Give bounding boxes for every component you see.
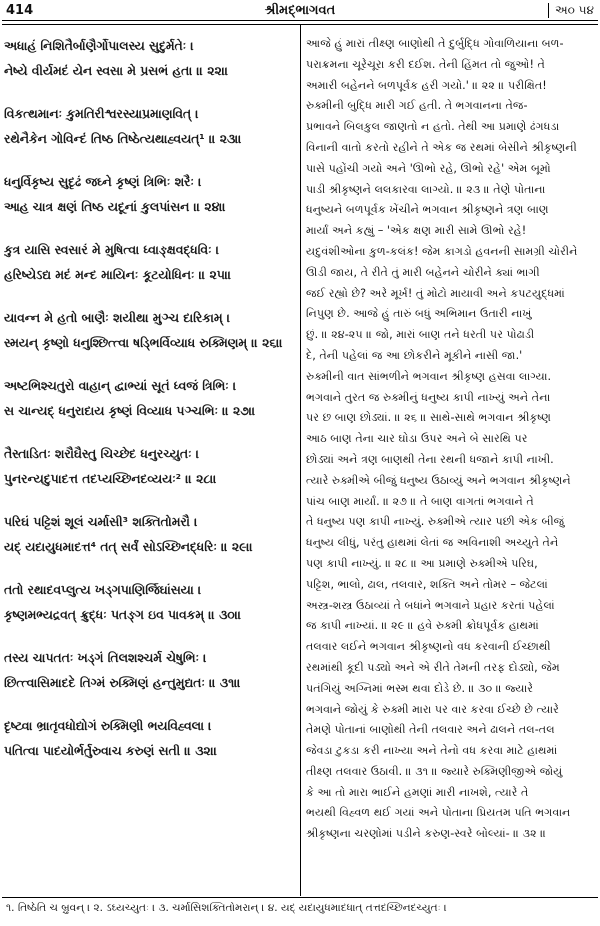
verse-line: અષ્ટભિશ્ચતુરો વાહાન્ દ્વાભ્યાં સૂતં ધ્વજં ત્રિભિઃ । [4, 379, 237, 393]
translation-line: રુક્મીની વાત સાંભળીને ભગવાન શ્રીકૃષ્ણ હસવા લાગ્યા. [306, 369, 552, 383]
book-title: શ્રીમદ્ભાગવત [264, 3, 336, 18]
translation-line: પરાક્રમના ચૂરેચૂરા કરી દઈશ. તેની હિંમત તો જુઓ! તે [306, 57, 545, 71]
verse-line: યાવન્ન મે હતો બાણૈઃ શયીથા મુઞ્ચ દારિકામ્ । [4, 311, 231, 325]
verse-line: કૃષ્ણમભ્યદ્રવત્ ક્રુદ્ધઃ પતઙ્ગ ઇવ પાવકમ્ ॥ ૩૦॥ [4, 608, 242, 622]
verse-line: તસ્ય ચાપતતઃ ખડ્ગં તિલશશ્ચર્મ ચેષુભિઃ । [4, 651, 207, 665]
translation-line: અસ્ત્ર-શસ્ત્ર ઉઠાવ્યાં તે બધાંને ભગવાને પ્રહાર કરતાં પહેલાં [306, 598, 555, 612]
verse-line: પરિઘં પટ્ટિશં શૂલં ચર્માસી³ શક્તિતોમરૌ । [4, 515, 198, 529]
page-number: 414 [6, 3, 34, 18]
translation-line: ધનુષ્ય લીધું, પરંતુ હાથમાં લેતાં જ અવિનાશી અચ્યુતે તેને [306, 536, 559, 550]
translation-line: રથમાંથી કૂદી પડ્યો અને એ રીતે તેમની તરફ દોડ્યો, જેમ [306, 660, 560, 674]
verse-22 [4, 34, 296, 84]
verse-31 [4, 646, 296, 696]
verse-line: પતિત્વા પાદયોર્ભર્તુરુવાચ કરુણં સતી ॥ ૩૨॥ [4, 744, 218, 758]
translation-line: છું. ॥ ૨૪-૨૫ ॥ જો, મારાં બાણ તને ધરતી પર પોઢાડી [306, 328, 535, 342]
translation-line: દે, તેની પહેલાં જ આ છોકરીને મૂકીને નાસી જા.' [306, 348, 523, 362]
translation-line: છોડ્યાં અને ત્રણ બાણથી તેના રથની ધજાને કાપી નાખી. [306, 452, 554, 466]
sanskrit-verse-column [4, 34, 296, 764]
chapter-label: અ૦ ૫૪ [548, 3, 594, 18]
verse-line: છિત્ત્વાસિમાદદે તિગ્મં રુક્મિણં હન્તુમુદ્યતઃ ॥ ૩૧॥ [4, 676, 241, 690]
verse-line: આહ ચાત્ર ક્ષણં તિષ્ઠ યદૂનાં કુલપાંસન ॥ ૨૪॥ [4, 200, 226, 214]
verse-32 [4, 714, 296, 764]
translation-line: ભયથી વિહ્વળ થઈ ગયાં અને પોતાના પ્રિયતમ પતિ ભગવાન [306, 806, 571, 820]
verse-27 [4, 374, 296, 424]
verse-line: સ્મયન્ કૃષ્ણો ધનુશ્છિત્ત્વા ષડ્ભિર્વિવ્યાધ રુક્મિણમ્ ॥ ૨૬॥ [4, 336, 283, 350]
footnote: ૧. તિષ્ઠેતિ ચ બ્રુવન્ । ૨. ઽઘ્યચ્યુતઃ । ૩. ચર્માસિશક્તિતોમરાન્ । ૪. યદ્ યદાયુધમાદધાત્ તત્તદચ્છિનદચ્યુતઃ । [6, 902, 447, 914]
column-divider [300, 24, 301, 896]
translation-line: આઠ બાણ તેના ચાર ઘોડા ઉપર અને બે સારથિ પર [306, 432, 528, 446]
translation-line: વિનાની વાતો કરતો રહીને તે એક જ રથમાં બેસીને શ્રીકૃષ્ણની [306, 140, 577, 154]
translation-line: તે ધનુષ્ય પણ કાપી નાખ્યું. રુક્મીએ ત્યાર પછી એક બીજું [306, 515, 565, 529]
verse-26 [4, 306, 296, 356]
verse-28 [4, 442, 296, 492]
translation-line: ધનુષ્યને બળપૂર્વક ખેંચીને ભગવાન શ્રીકૃષ્ણને ત્રણ બાણ [306, 203, 549, 217]
verse-line: નેષ્યે વીર્યમદં યેન સ્વસા મે પ્રસભં હતા ॥ ૨૨॥ [4, 64, 229, 78]
verse-line: રથેનૈકેન ગોવિન્દં તિષ્ઠ તિષ્ઠેત્યથાહ્વયત્¹ ॥ ૨૩॥ [4, 132, 242, 146]
verse-line: હરિષ્યેઽદ્ય મદં મન્દ માયિનઃ કૂટયોધિનઃ ॥ ૨૫॥ [4, 268, 232, 282]
verse-line: યદ્ યદાયુધમાદત્ત⁴ તત્ સર્વં સોઽચ્છિનદ્ધરિઃ ॥ ૨૯॥ [4, 540, 253, 554]
translation-line: ભગવાને તુરત જ રુક્મીનું ધનુષ્ય કાપી નાખ્યું અને તેના [306, 390, 551, 404]
translation-line: પણ કાપી નાખ્યું. ॥ ૨૮ ॥ આ પ્રમાણે રુક્મીએ પરિઘ, [306, 556, 538, 570]
translation-line: ઊડી જાય, તે રીતે તું મારી બહેનને ચોરીને ક્યાં ભાગી [306, 265, 540, 279]
translation-line: ભગવાને જોયું કે રુક્મી મારા પર વાર કરવા ઈચ્છે છે ત્યારે [306, 702, 559, 716]
verse-line: ધનુર્વિકૃષ્ય સુદૃઢં જઘ્ને કૃષ્ણં ત્રિભિઃ શરૈઃ । [4, 175, 202, 189]
verse-line: તતો રથાદવપ્લુત્ય ખડ્ગપાણિર્જિઘાંસયા । [4, 583, 202, 597]
translation-column [306, 34, 596, 845]
translation-line: કે આ તો મારા ભાઈને હમણાં મારી નાખશે, ત્યારે તે [306, 785, 529, 799]
translation-line: તલવાર લઈને ભગવાન શ્રીકૃષ્ણનો વધ કરવાની ઈચ્છાથી [306, 640, 551, 654]
translation-line: અમારી બહેનને બળપૂર્વક હરી ગયો.' ॥ ૨૨ ॥ પરીક્ષિત! [306, 78, 547, 92]
translation-line: જઈ રહ્યો છે? અરે મૂર્ખ! તું મોટો માયાવી અને કપટયુદ્ધમાં [306, 286, 565, 300]
translation-line: માર્યાં અને કહ્યું – 'એક ક્ષણ મારી સામે ઊભો રહે! [306, 224, 527, 238]
verse-line: તૈસ્તાડિતઃ શરૌઘૈસ્તુ ચિચ્છેદ ધનુરચ્યુતઃ । [4, 447, 200, 461]
translation-line: નિપુણ છે. આજે હું તારું બધું અભિમાન ઉતારી નાખું [306, 307, 532, 321]
verse-line: દૃષ્ટ્વા ભ્રાતૃવધોદ્યોગં રુક્મિણી ભયવિહ્વલા । [4, 719, 212, 733]
translation-line: આજે હું મારાં તીક્ષ્ણ બાણોથી તે દુર્બુદ્ધિ ગોવાળિયાના બળ- [306, 37, 564, 50]
verse-line: કુત્ર યાસિ સ્વસારં મે મુષિત્વા ધ્વાઙ્ક્ષવદ્ધવિઃ । [4, 243, 220, 257]
verse-25 [4, 238, 296, 288]
translation-line: જ કાપી નાખ્યાં. ॥ ૨૯ ॥ હવે રુક્મી ક્રોધપૂર્વક હાથમાં [306, 619, 539, 633]
translation-line: ત્યારે રુક્મીએ બીજું ધનુષ્ય ઉઠાવ્યું અને ભગવાન શ્રીકૃષ્ણને [306, 473, 571, 487]
verse-line: અધાહં નિશિતૈર્બાણૈર્ગોપાલસ્ય સુદુર્મતેઃ । [4, 39, 194, 53]
page-header [2, 2, 598, 21]
verse-line: વિકત્થમાનઃ કુમતિરીશ્વરસ્યાપ્રમાણવિત્ । [4, 107, 199, 121]
verse-line: પુનરન્યદુપાદત્ત તદપ્યચ્છિનદવ્યયઃ² ॥ ૨૮॥ [4, 472, 217, 486]
translation-line: શ્રીકૃષ્ણના ચરણોમાં પડીને કરુણ-સ્વરે બોલ્યાં- ॥ ૩૨ ॥ [306, 827, 547, 841]
translation-line: તીક્ષ્ણ તલવાર ઉઠાવી. ॥ ૩૧ ॥ જ્યારે રુક્મિણીજીએ જોયું [306, 764, 563, 778]
translation-line: તેમણે પોતાનાં બાણોથી તેની તલવાર અને ઢાલને તલ-તલ [306, 723, 555, 737]
translation-line: પટ્ટિશ, ભાલો, ઢાલ, તલવાર, શક્તિ અને તોમર – જેટલાં [306, 577, 548, 591]
translation-line: પાંચ બાણ માર્યાં. ॥ ૨૭ ॥ તે બાણ વાગતાં ભગવાને તે [306, 494, 534, 508]
verse-23 [4, 102, 296, 152]
translation-line: પતંગિયું અગ્નિમાં ભસ્મ થવા દોડે છે. ॥ ૩૦ ॥ જ્યારે [306, 681, 534, 695]
translation-line: પ્રભાવને બિલકુલ જાણતો ન હતો. તેથી આ પ્રમાણે ઢંગધડા [306, 120, 560, 134]
verse-29 [4, 510, 296, 560]
translation-line: યદુવંશીઓના કુળ-કલંક! જેમ કાગડો હવનની સામગ્રી ચોરીને [306, 244, 578, 258]
verse-24 [4, 170, 296, 220]
verse-line: સ ચાન્યદ્ ધનુરાદાય કૃષ્ણં વિવ્યાધ પઞ્ચભિઃ ॥ ૨૭॥ [4, 404, 256, 418]
translation-line: પર છ બાણ છોડ્યાં. ॥ ૨૬ ॥ સાથે-સાથે ભગવાન શ્રીકૃષ્ણ [306, 411, 551, 425]
translation-line: પાસે પહોંચી ગયો અને 'ઊભો રહે, ઊભો રહે' એમ બૂમો [306, 161, 551, 175]
translation-line: જેવડા ટુકડા કરી નાખ્યા અને તેનો વધ કરવા માટે હાથમાં [306, 744, 558, 758]
translation-line: રુક્મીની બુદ્ધિ મારી ગઈ હતી. તે ભગવાનના તેજ- [306, 99, 528, 113]
translation-line: પાડી શ્રીકૃષ્ણને લલકારવા લાગ્યો. ॥ ૨૩ ॥ તેણે પોતાના [306, 182, 546, 196]
verse-30 [4, 578, 296, 628]
